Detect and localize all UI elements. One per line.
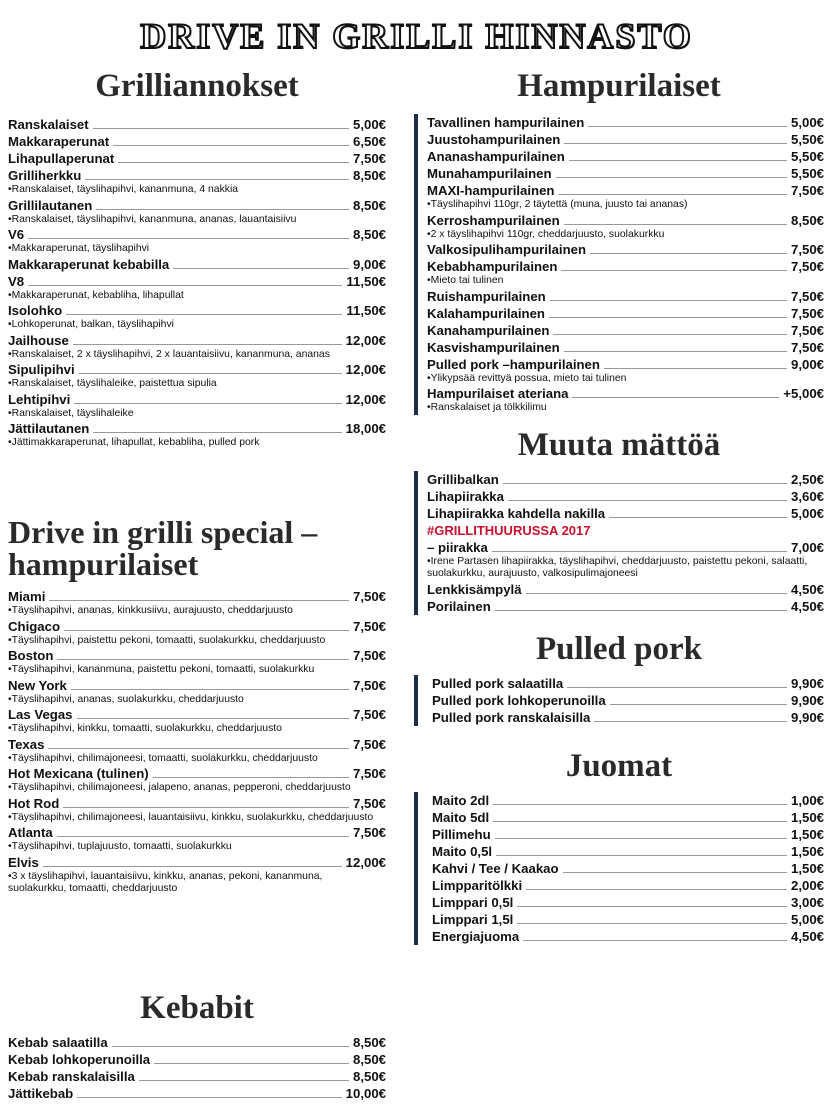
- leader-line: [74, 403, 341, 404]
- menu-item: [8, 420, 386, 437]
- item-name: – piirakka: [427, 539, 488, 555]
- item-description: •Irene Partasen lihapiirakka, täyslihapihvi, cheddarjuusto, paistettu pekoni, salaatti, suolakurkku, aurajuusto, valkosipulimajoneesi: [427, 555, 808, 579]
- special-title: Drive in grilli special – hampurilaiset: [8, 514, 318, 582]
- item-price: 5,00€: [790, 505, 824, 521]
- item-description: •Ranskalaiset, täyslihapihvi, kananmuna, 4 nakkia: [8, 184, 239, 195]
- item-name: Makkaraperunat: [8, 134, 110, 149]
- pulled-pork-block: [414, 675, 824, 726]
- item-price: 7,50€: [790, 259, 824, 274]
- menu-item: [432, 928, 824, 945]
- item-name: Maito 0,5l: [432, 843, 493, 859]
- menu-item: [427, 471, 824, 488]
- menu-item: [432, 809, 824, 826]
- menu-item: [427, 131, 824, 148]
- leader-line: [569, 160, 787, 161]
- item-name: Jailhouse: [8, 332, 69, 348]
- item-price: 9,90€: [790, 675, 824, 691]
- item-price: 5,00€: [790, 911, 824, 927]
- leader-line: [173, 268, 349, 269]
- menu-item: [8, 391, 386, 408]
- item-name: Hot Mexicana (tulinen): [8, 766, 149, 781]
- leader-line: [64, 630, 349, 631]
- item-name: Jättilautanen: [8, 421, 90, 436]
- item-name: Grillilautanen: [8, 197, 93, 213]
- item-name: New York: [8, 677, 67, 693]
- item-price: 7,50€: [352, 677, 386, 693]
- item-price: 2,50€: [790, 471, 824, 487]
- kebabit-section: [8, 988, 386, 1102]
- item-name: Kahvi / Tee / Kaakao: [432, 860, 559, 876]
- item-price: 7,50€: [352, 766, 386, 781]
- menu-item: [8, 167, 386, 184]
- leader-line: [553, 334, 787, 335]
- menu-item: [8, 150, 386, 167]
- item-price: 8,50€: [352, 1052, 386, 1067]
- item-price: 7,50€: [352, 795, 386, 811]
- item-price: 5,50€: [790, 132, 824, 147]
- leader-line: [517, 923, 787, 924]
- item-description: •Makkaraperunat, täyslihapihvi: [8, 243, 150, 254]
- leader-line: [496, 855, 787, 856]
- item-price: 7,50€: [352, 707, 386, 722]
- item-price: 7,50€: [790, 183, 824, 198]
- leader-line: [63, 807, 349, 808]
- item-description: •Täyslihapihvi, tuplajuusto, tomaatti, suolakurkku: [8, 841, 232, 852]
- muuta-block: [414, 471, 824, 615]
- leader-line: [93, 432, 341, 433]
- menu-item: [8, 133, 386, 150]
- item-name: Pulled pork –hampurilainen: [427, 356, 600, 372]
- item-name: Ruishampurilainen: [427, 288, 546, 304]
- item-price: 4,50€: [790, 928, 824, 944]
- leader-line: [564, 351, 787, 352]
- item-description: •Täyslihapihvi, kinkku, tomaatti, suolakurkku, cheddarjuusto: [8, 723, 282, 734]
- item-name: Maito 2dl: [432, 792, 490, 808]
- leader-line: [48, 748, 349, 749]
- item-description: •Täyslihapihvi, chilimajoneesi, tomaatti, suolakurkku, cheddarjuusto: [8, 752, 318, 764]
- item-description: •Ranskalaiset ja tölkkilimu: [427, 402, 547, 413]
- item-description: •Täyslihapihvi, chilimajoneesi, lauantaisiivu, kinkku, suolakurkku, cheddarjuusto: [8, 811, 374, 823]
- leader-line: [85, 179, 349, 180]
- hashtag-label: #GRILLITHUURUSSA 2017: [427, 522, 591, 538]
- menu-item: [432, 877, 824, 894]
- item-name: Tavallinen hampurilainen: [427, 115, 585, 130]
- leader-line: [564, 143, 787, 144]
- leader-line: [495, 838, 787, 839]
- item-price: 18,00€: [345, 421, 386, 436]
- item-price: 7,50€: [352, 736, 386, 752]
- item-name: V6: [8, 227, 25, 242]
- muuta-title: Muuta mättöä: [517, 426, 721, 463]
- leader-line: [139, 1080, 349, 1081]
- page-title: DRIVE IN GRILLI HINNASTO: [140, 16, 693, 56]
- leader-line: [71, 689, 349, 690]
- juomat-block: [414, 792, 824, 945]
- item-price: 7,50€: [352, 618, 386, 634]
- item-name: Sipulipihvi: [8, 362, 75, 377]
- item-name: Isolohko: [8, 303, 63, 318]
- item-description: •Jättimakkaraperunat, lihapullat, kebabliha, pulled pork: [8, 437, 260, 448]
- item-name: Chigaco: [8, 618, 61, 634]
- item-price: 1,50€: [790, 826, 824, 842]
- item-name: Maito 5dl: [432, 809, 490, 825]
- leader-line: [112, 1046, 349, 1047]
- leader-line: [493, 821, 787, 822]
- item-name: Makkaraperunat kebabilla: [8, 256, 170, 272]
- muuta-section: [414, 425, 824, 615]
- item-name: Pulled pork salaatilla: [432, 675, 564, 691]
- leader-line: [57, 836, 349, 837]
- item-price: 12,00€: [345, 362, 386, 377]
- item-name: Hampurilaiset ateriana: [427, 386, 569, 401]
- item-name: Miami: [8, 589, 46, 604]
- item-name: Pulled pork lohkoperunoilla: [432, 692, 606, 708]
- item-price: 8,50€: [352, 197, 386, 213]
- item-price: 11,50€: [346, 303, 386, 318]
- item-price: 12,00€: [345, 332, 386, 348]
- item-description: •Ranskalaiset, 2 x täyslihapihvi, 2 x lauantaisiivu, kananmuna, ananas: [8, 348, 330, 360]
- menu-item: [432, 843, 824, 860]
- menu-item: [8, 1068, 386, 1085]
- item-name: Energiajuoma: [432, 928, 520, 944]
- item-name: Lihapiirakka: [427, 488, 504, 504]
- menu-item: [8, 618, 386, 635]
- special-section: [8, 516, 386, 986]
- item-name: Porilainen: [427, 598, 491, 614]
- menu-item: [427, 258, 824, 275]
- leader-line: [503, 483, 787, 484]
- menu-item: [432, 911, 824, 928]
- item-name: Kebab ranskalaisilla: [8, 1069, 135, 1084]
- leader-line: [588, 126, 787, 127]
- menu-item: [427, 539, 824, 556]
- item-price: 4,50€: [790, 598, 824, 614]
- item-price: 7,50€: [790, 288, 824, 304]
- menu-item: [427, 305, 824, 322]
- leader-line: [590, 253, 787, 254]
- menu-item: [427, 148, 824, 165]
- leader-line: [66, 314, 342, 315]
- menu-item: [432, 894, 824, 911]
- menu-item: [8, 361, 386, 378]
- item-description: •2 x täyslihapihvi 110gr, cheddarjuusto, suolakurkku: [427, 228, 665, 240]
- item-price: 9,00€: [352, 256, 386, 272]
- menu-list: [432, 792, 824, 945]
- leader-line: [526, 889, 787, 890]
- menu-item: [427, 356, 824, 373]
- item-price: 5,00€: [352, 117, 386, 132]
- item-name: Pulled pork ranskalaisilla: [432, 709, 591, 725]
- item-price: 3,60€: [790, 488, 824, 504]
- item-name: Lehtipihvi: [8, 391, 71, 407]
- hampurilaiset-title: Hampurilaiset: [517, 68, 721, 104]
- item-price: 1,50€: [790, 809, 824, 825]
- item-description: •Täyslihapihvi 110gr, 2 täytettä (muna, juusto tai ananas): [427, 199, 688, 210]
- leader-line: [77, 718, 349, 719]
- item-name: Valkosipulihampurilainen: [427, 242, 587, 257]
- leader-line: [609, 517, 787, 518]
- menu-item: [427, 385, 824, 402]
- grilliannokset-section: [8, 66, 386, 506]
- menu-item: [432, 826, 824, 843]
- menu-item: [8, 647, 386, 664]
- menu-item: [8, 302, 386, 319]
- item-price: 7,50€: [790, 322, 824, 338]
- menu-item: [427, 598, 824, 615]
- menu-item: [432, 709, 824, 726]
- menu-item: [427, 165, 824, 182]
- item-name: Juustohampurilainen: [427, 132, 561, 147]
- leader-line: [43, 866, 342, 867]
- menu-item: [8, 765, 386, 782]
- menu-list: [8, 116, 386, 450]
- item-name: Ananashampurilainen: [427, 149, 565, 164]
- menu-item: [8, 256, 386, 273]
- leader-line: [594, 721, 787, 722]
- item-description: •Täyslihapihvi, kananmuna, paistettu pekoni, tomaatti, suolakurkku: [8, 664, 315, 675]
- leader-line: [154, 1063, 349, 1064]
- item-price: 7,00€: [790, 539, 824, 555]
- item-price: 8,50€: [352, 168, 386, 183]
- item-price: 5,00€: [790, 115, 824, 130]
- item-name: Limpparitölkki: [432, 877, 523, 893]
- leader-line: [73, 344, 342, 345]
- item-name: V8: [8, 273, 25, 289]
- menu-item: [8, 588, 386, 605]
- leader-line: [559, 194, 787, 195]
- item-name: Atlanta: [8, 825, 53, 840]
- item-name: Texas: [8, 736, 45, 752]
- item-price: 10,00€: [345, 1086, 386, 1101]
- leader-line: [549, 317, 787, 318]
- item-description: •Lohkoperunat, balkan, täyslihapihvi: [8, 319, 174, 330]
- menu-item: [8, 824, 386, 841]
- menu-item: [427, 581, 824, 598]
- menu-item: [427, 288, 824, 305]
- item-price: 1,50€: [790, 860, 824, 876]
- leader-line: [523, 940, 787, 941]
- menu-item: [8, 197, 386, 214]
- item-description: •3 x täyslihapihvi, lauantaisiivu, kinkku, ananas, pekoni, kananmuna, suolakurkku, tomaatti, cheddarjuusto: [8, 870, 323, 894]
- menu-item: [8, 677, 386, 694]
- item-price: 1,00€: [790, 792, 824, 808]
- menu-item: [8, 1085, 386, 1102]
- item-name: Boston: [8, 648, 54, 663]
- item-price: 9,90€: [790, 692, 824, 708]
- right-column: [414, 66, 824, 945]
- leader-line: [561, 270, 787, 271]
- item-price: 7,50€: [352, 151, 386, 166]
- leader-line: [550, 300, 787, 301]
- item-name: Kerroshampurilainen: [427, 212, 560, 228]
- leader-line: [572, 397, 779, 398]
- item-description: •Makkaraperunat, kebabliha, lihapullat: [8, 289, 184, 301]
- item-price: 7,50€: [790, 339, 824, 355]
- menu-item: [427, 114, 824, 131]
- menu-item: [432, 860, 824, 877]
- hampurilaiset-section: [414, 66, 824, 415]
- leader-line: [604, 368, 787, 369]
- leader-line: [526, 593, 787, 594]
- left-column: [8, 66, 386, 1102]
- leader-line: [517, 906, 787, 907]
- menu-item: [8, 795, 386, 812]
- item-name: Grillibalkan: [427, 471, 499, 487]
- leader-line: [153, 777, 349, 778]
- leader-line: [113, 145, 349, 146]
- item-name: Munahampurilainen: [427, 166, 552, 181]
- menu-list: [427, 114, 824, 415]
- item-name: Lihapiirakka kahdella nakilla: [427, 505, 606, 521]
- leader-line: [492, 551, 787, 552]
- juomat-title: Juomat: [565, 747, 673, 784]
- leader-line: [508, 500, 787, 501]
- item-price: 9,00€: [790, 356, 824, 372]
- item-price: 9,90€: [790, 709, 824, 725]
- leader-line: [79, 373, 342, 374]
- item-name: Lihapullaperunat: [8, 151, 115, 166]
- item-name: Kanahampurilainen: [427, 322, 550, 338]
- item-price: 11,50€: [346, 273, 386, 289]
- item-name: Limppari 1,5l: [432, 911, 514, 927]
- kebabit-title: Kebabit: [140, 990, 254, 1026]
- hampurilaiset-block: [414, 114, 824, 415]
- item-name: MAXI-hampurilainen: [427, 183, 555, 198]
- menu-item: [8, 116, 386, 133]
- item-name: Limppari 0,5l: [432, 894, 514, 910]
- item-name: Kebabhampurilainen: [427, 259, 558, 274]
- item-price: 5,50€: [790, 149, 824, 164]
- menu-item: [8, 706, 386, 723]
- menu-item: [8, 736, 386, 753]
- item-price: 8,50€: [790, 212, 824, 228]
- item-price: 12,00€: [345, 854, 386, 870]
- leader-line: [610, 704, 787, 705]
- menu-item: [432, 675, 824, 692]
- menu-item: [8, 854, 386, 871]
- item-price: 12,00€: [345, 391, 386, 407]
- leader-line: [556, 177, 787, 178]
- menu-list: [432, 675, 824, 726]
- item-price: 8,50€: [352, 1035, 386, 1050]
- menu-list: [427, 581, 824, 615]
- item-price: 7,50€: [352, 589, 386, 604]
- leader-line: [495, 610, 787, 611]
- item-name: Hot Rod: [8, 795, 60, 811]
- pulled-pork-title: Pulled pork: [536, 630, 702, 667]
- item-name: Grilliherkku: [8, 168, 82, 183]
- item-price: 2,00€: [790, 877, 824, 893]
- item-description: •Täyslihapihvi, chilimajoneesi, jalapeno, ananas, pepperoni, cheddarjuusto: [8, 782, 351, 793]
- menu-list: [427, 471, 824, 522]
- item-name: Las Vegas: [8, 707, 73, 722]
- item-name: Pillimehu: [432, 826, 491, 842]
- item-description: •Ylikypsää revittyä possua, mieto tai tulinen: [427, 372, 627, 384]
- leader-line: [57, 659, 349, 660]
- leader-line: [28, 238, 349, 239]
- menu-item: [8, 1034, 386, 1051]
- leader-line: [28, 285, 342, 286]
- pulled-pork-section: [414, 629, 824, 726]
- item-description: •Ranskalaiset, täyslihapihvi, kananmuna, ananas, lauantaisiivu: [8, 213, 297, 225]
- item-price: 7,50€: [790, 242, 824, 257]
- item-price: 8,50€: [352, 227, 386, 242]
- menu-list: [8, 1034, 386, 1102]
- item-name: Lenkkisämpylä: [427, 581, 522, 597]
- item-description: •Täyslihapihvi, ananas, suolakurkku, cheddarjuusto: [8, 693, 244, 705]
- item-name: Ranskalaiset: [8, 117, 89, 132]
- item-description: •Mieto tai tulinen: [427, 275, 504, 286]
- item-description: •Ranskalaiset, täyslihaleike, paistettua sipulia: [8, 378, 217, 389]
- item-price: 7,50€: [352, 648, 386, 663]
- leader-line: [567, 687, 787, 688]
- grilliannokset-title: Grilliannokset: [95, 68, 299, 104]
- menu-item: [432, 692, 824, 709]
- leader-line: [77, 1097, 341, 1098]
- leader-line: [564, 224, 787, 225]
- item-price: 8,50€: [352, 1069, 386, 1084]
- menu-list: [8, 588, 386, 896]
- item-description: •Täyslihapihvi, ananas, kinkkusiivu, aurajuusto, cheddarjuusto: [8, 605, 293, 616]
- item-price: 7,50€: [352, 825, 386, 840]
- menu-item: [427, 488, 824, 505]
- menu-item: [427, 182, 824, 199]
- menu-item: [427, 322, 824, 339]
- menu-item: [8, 1051, 386, 1068]
- item-price: 5,50€: [790, 166, 824, 181]
- item-price: +5,00€: [783, 386, 824, 401]
- item-price: 1,50€: [790, 843, 824, 859]
- item-name: Kasvishampurilainen: [427, 339, 560, 355]
- juomat-section: [414, 746, 824, 945]
- item-name: Elvis: [8, 854, 39, 870]
- menu-item: [427, 339, 824, 356]
- item-name: Jättikebab: [8, 1086, 74, 1101]
- leader-line: [493, 804, 787, 805]
- item-price: 7,50€: [790, 305, 824, 321]
- item-price: 4,50€: [790, 581, 824, 597]
- menu-item: [8, 226, 386, 243]
- menu-item: [8, 273, 386, 290]
- item-description: •Täyslihapihvi, paistettu pekoni, tomaatti, suolakurkku, cheddarjuusto: [8, 634, 326, 646]
- item-description: •Ranskalaiset, täyslihaleike: [8, 407, 134, 419]
- item-name: Kebab lohkoperunoilla: [8, 1052, 151, 1067]
- menu-item: [8, 332, 386, 349]
- menu-item: [427, 212, 824, 229]
- leader-line: [93, 128, 349, 129]
- menu-item: [427, 241, 824, 258]
- item-price: 6,50€: [352, 134, 386, 149]
- item-name: Kebab salaatilla: [8, 1035, 108, 1050]
- menu-item: [432, 792, 824, 809]
- item-price: 3,00€: [790, 894, 824, 910]
- leader-line: [96, 209, 349, 210]
- item-name: Kalahampurilainen: [427, 305, 545, 321]
- leader-line: [118, 162, 349, 163]
- menu-item: [427, 505, 824, 522]
- leader-line: [49, 600, 349, 601]
- leader-line: [563, 872, 787, 873]
